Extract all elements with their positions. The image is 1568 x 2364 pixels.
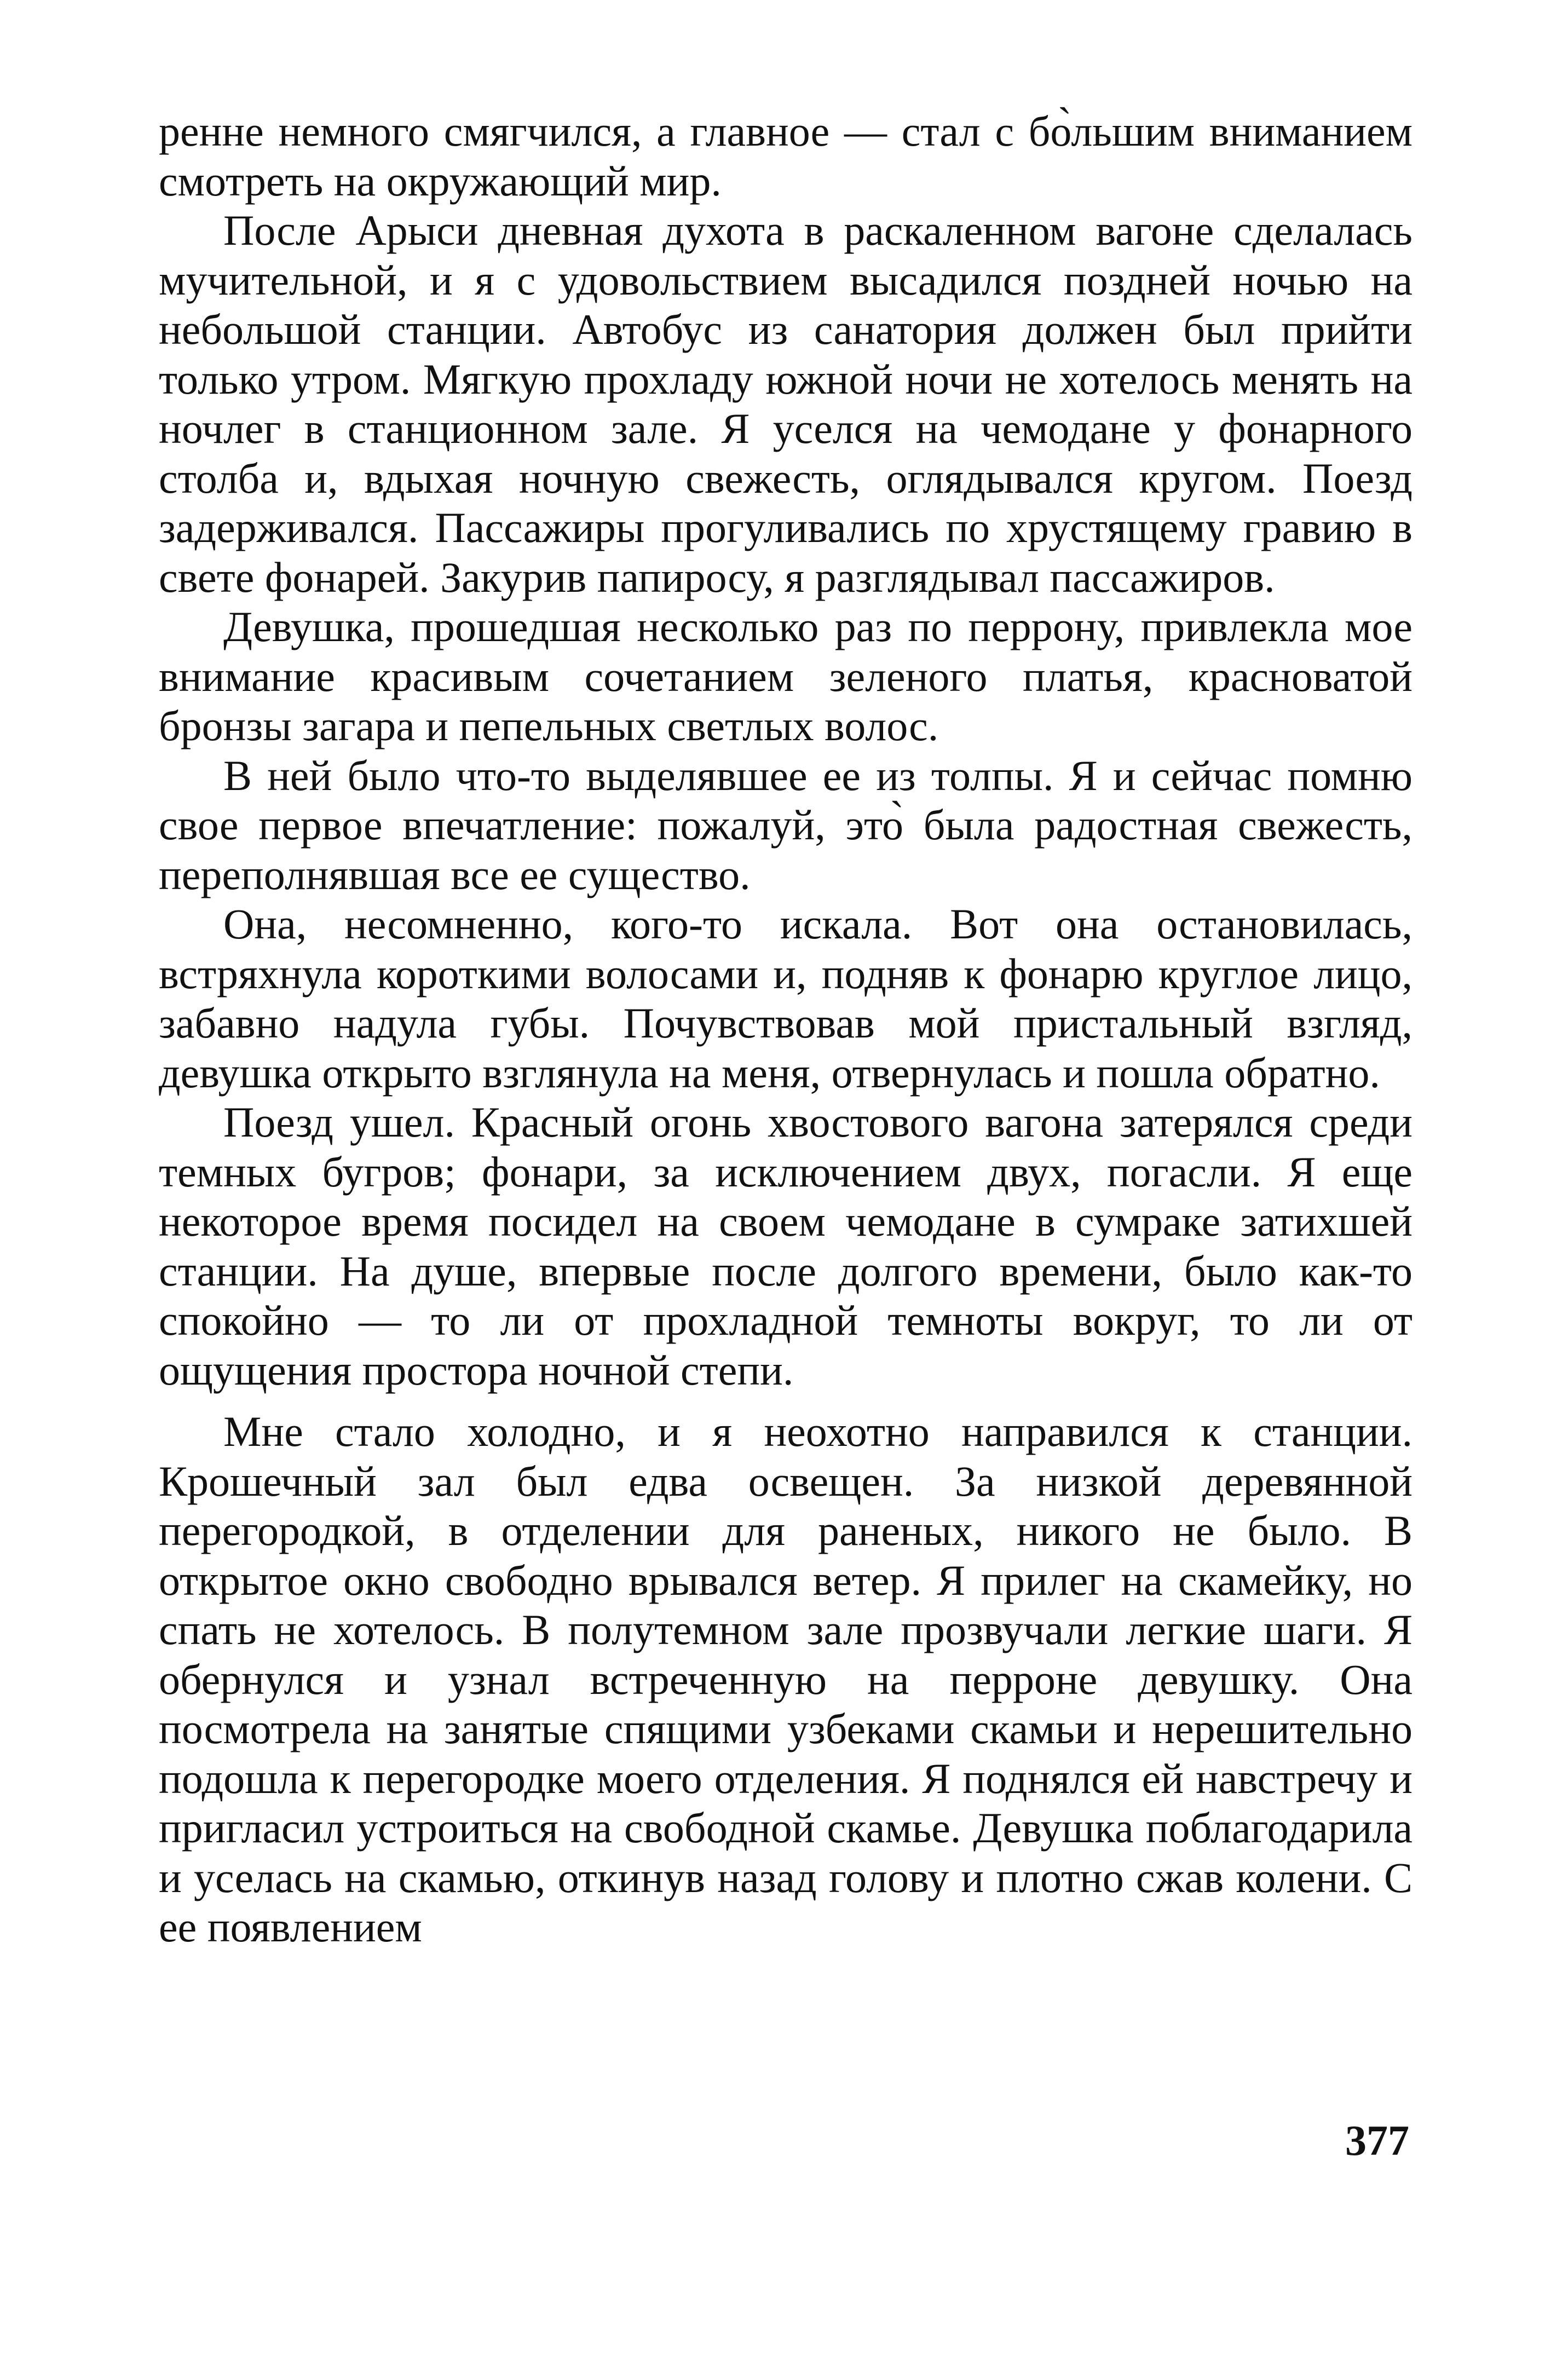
paragraph-7: Мне стало холодно, и я неохотно направился к станции. Крошечный зал был едва освещен. За низкой деревянной перегородкой, в отделении для раненых, никого не было. В открытое окно свободно врывался ветер. Я прилег на скамейку, но спать не хотелось. В полутемном зале прозвучали легкие шаги. Я обернулся и узнал встреченную на перроне девушку. Она посмотрела на занятые спящими узбеками скамьи и нерешительно подошла к перегородке моего отделения. Я поднялся ей навстречу и пригласил устроиться на свободной скамье. Девушка поблагодарила и уселась на скамью, откинув назад голову и плотно сжав колени. С ее появлением (159, 1408, 1413, 1951)
paragraph-6: Поезд ушел. Красный огонь хвостового вагона затерялся среди темных бугров; фонари, за исключением двух, погасли. Я еще некоторое время посидел на своем чемодане в сумраке затихшей станции. На душе, впервые после долгого времени, было как-то спокойно — то ли от прохладной темноты вокруг, то ли от ощущения простора ночной степи. (159, 1098, 1413, 1394)
paragraph-3: Девушка, прошедшая несколько раз по перрону, привлекла мое внимание красивым сочетанием зеленого платья, красноватой бронзы загара и пепельных светлых волос. (159, 603, 1413, 749)
paragraph-5: Она, несомненно, кого-то искала. Вот она остановилась, встряхнула короткими волосами и, подняв к фонарю круглое лицо, забавно надула губы. Почувствовав мой пристальный взгляд, девушка открыто взглянула на меня, отвернулась и пошла обратно. (159, 900, 1413, 1097)
page-number: 377 (1345, 2117, 1409, 2164)
paragraph-1: ренне немного смягчился, а главное — стал с бо̀льшим вниманием смотреть на окружающий мир. (159, 107, 1413, 205)
paragraph-2: После Арыси дневная духота в раскаленном вагоне сделалась мучительной, и я с удовольствием высадился поздней ночью на небольшой станции. Автобус из санатория должен был прийти только утром. Мягкую прохладу южной ночи не хотелось менять на ночлег в станционном зале. Я уселся на чемодане у фонарного столба и, вдыхая ночную свежесть, оглядывался кругом. Поезд задерживался. Пассажиры прогуливались по хрустящему гравию в свете фонарей. Закурив папиросу, я разглядывал пассажиров. (159, 206, 1413, 601)
paragraph-4: В ней было что-то выделявшее ее из толпы. Я и сейчас помню свое первое впечатление: пожалуй, это̀ была радостная свежесть, переполнявшая все ее существо. (159, 751, 1413, 898)
body-text (159, 107, 1413, 1952)
